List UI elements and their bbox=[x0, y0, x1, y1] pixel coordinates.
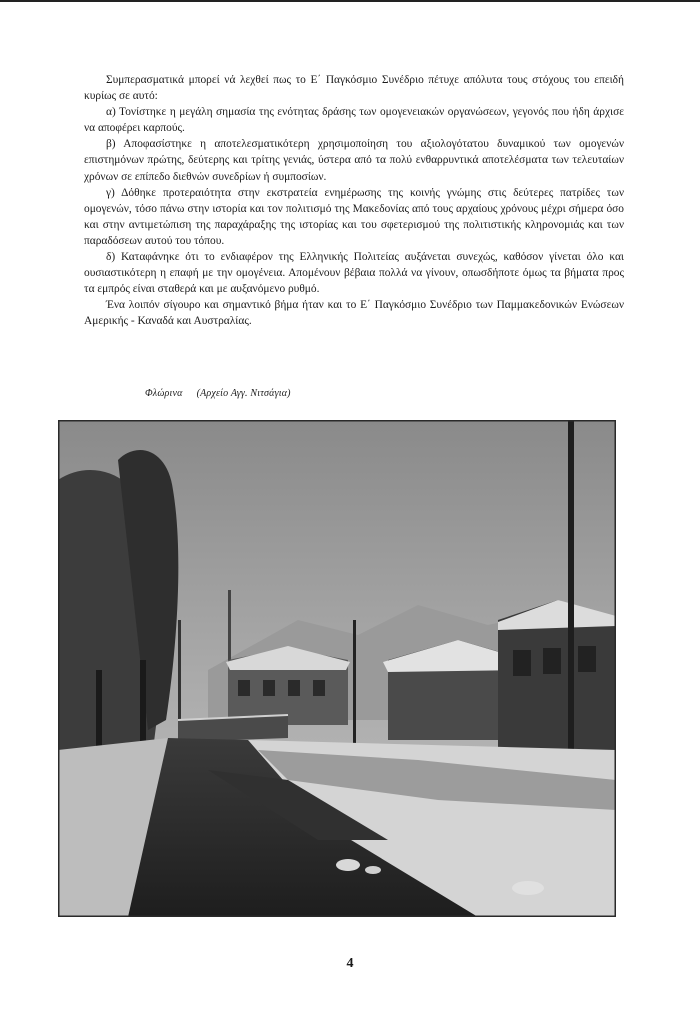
top-border-line bbox=[0, 0, 700, 2]
historical-photo-florina bbox=[58, 420, 616, 917]
photo-illustration bbox=[58, 420, 616, 917]
caption-place: Φλώρινα bbox=[145, 388, 183, 399]
article-body bbox=[84, 72, 624, 330]
paragraph-point-a: α) Τονίστηκε η μεγάλη σημασία της ενότητας δράσης των ομογενειακών οργανώσεων, γεγονός που ήδη άρχισε να αποφέρει καρπούς. bbox=[84, 106, 624, 135]
photo-caption bbox=[145, 388, 291, 399]
paragraph-point-d: δ) Καταφάνηκε ότι το ενδιαφέρον της Ελληνικής Πολιτείας αυξάνεται συνεχώς, καθόσον γίνεται όλο και ουσιαστικότερη η επαφή με την ομογένεια. Απομένουν βέβαια πολλά να γίνουν, οπωσδήποτε όμως τα βήματα προς τα εμπρός είναι σταθερά και με αυξανόμενο ρυθμό. bbox=[84, 251, 624, 296]
paragraph-point-b: β) Αποφασίστηκε η αποτελεσματικότερη χρησιμοποίηση του αξιολογότατου δυναμικού των ομογενών επιστημόνων πρώτης, δεύτερης και τρίτης γενιάς, ύστερα από τα πολύ ενθαρρυντικά αποτελέσματα των τελευταίων χρόνων σε επίπεδο διεθνών συνεδρίων ή συμποσίων. bbox=[84, 138, 624, 183]
caption-source: (Αρχείο Αγγ. Νιτσάγια) bbox=[196, 388, 291, 399]
paragraph-point-c: γ) Δόθηκε προτεραιότητα στην εκστρατεία ενημέρωσης της κοινής γνώμης στις δεύτερες πατρίδες των ομογενών, τόσο πάνω στην ιστορία και τον πολιτισμό της Μακεδονίας από τους αρχαίους χρόνους μέχρι σήμερα όσο και στην αντιμετώπιση της παραχάραξης της ιστορίας και του σφετερισμού της πολιτιστικής κληρονομιάς και των παραδόσεων αυτού του τόπου. bbox=[84, 186, 624, 247]
page-number: 4 bbox=[346, 956, 354, 971]
paragraph-closing: Ένα λοιπόν σίγουρο και σημαντικό βήμα ήταν και το Ε΄ Παγκόσμιο Συνέδριο των Παμμακεδονικών Ενώσεων Αμερικής - Καναδά και Αυστραλίας. bbox=[84, 299, 624, 328]
paragraph-conclusion: Συμπερασματικά μπορεί νά λεχθεί πως το Ε΄ Παγκόσμιο Συνέδριο πέτυχε απόλυτα τους στόχους του επειδή κυρίως σε αυτό: bbox=[84, 74, 624, 103]
